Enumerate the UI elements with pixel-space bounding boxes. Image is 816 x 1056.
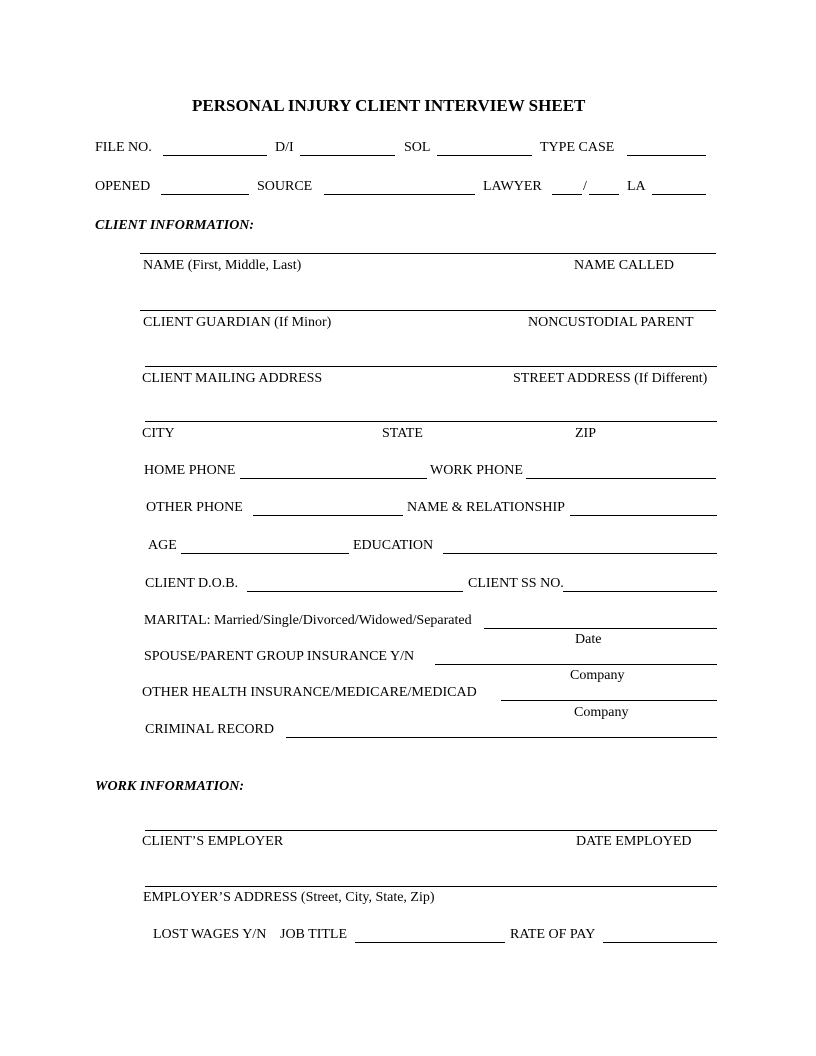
file-no-field[interactable]	[163, 155, 267, 156]
employer-label: CLIENT’S EMPLOYER	[142, 834, 284, 849]
spouse-insurance-label: SPOUSE/PARENT GROUP INSURANCE Y/N	[144, 649, 415, 664]
dob-field[interactable]	[247, 591, 463, 592]
name-field[interactable]	[140, 253, 716, 254]
di-field[interactable]	[300, 155, 395, 156]
source-label: SOURCE	[257, 179, 313, 194]
date-employed-label: DATE EMPLOYED	[576, 834, 692, 849]
work-phone-field[interactable]	[526, 478, 716, 479]
lawyer-slash: /	[583, 179, 587, 194]
work-info-heading: WORK INFORMATION:	[95, 779, 244, 794]
mailing-address-label: CLIENT MAILING ADDRESS	[142, 371, 323, 386]
city-state-zip-field[interactable]	[145, 421, 717, 422]
marital-field[interactable]	[484, 628, 717, 629]
spouse-company-label: Company	[570, 668, 625, 683]
spouse-insurance-field[interactable]	[435, 664, 717, 665]
la-field[interactable]	[652, 194, 706, 195]
zip-label: ZIP	[575, 426, 596, 441]
work-phone-label: WORK PHONE	[430, 463, 523, 478]
street-address-label: STREET ADDRESS (If Different)	[513, 371, 708, 386]
age-field[interactable]	[181, 553, 349, 554]
name-called-label: NAME CALLED	[574, 258, 674, 273]
rate-of-pay-label: RATE OF PAY	[510, 927, 596, 942]
la-label: LA	[627, 179, 646, 194]
di-label: D/I	[275, 140, 294, 155]
marital-label: MARITAL: Married/Single/Divorced/Widowed/Separated	[144, 613, 472, 628]
lawyer-field-2[interactable]	[589, 194, 619, 195]
client-info-heading: CLIENT INFORMATION:	[95, 218, 255, 233]
sol-field[interactable]	[437, 155, 532, 156]
other-phone-field[interactable]	[253, 515, 403, 516]
job-title-label: JOB TITLE	[280, 927, 348, 942]
guardian-label: CLIENT GUARDIAN (If Minor)	[143, 315, 332, 330]
job-title-field[interactable]	[355, 942, 505, 943]
employer-address-label: EMPLOYER’S ADDRESS (Street, City, State, Zip)	[143, 890, 435, 905]
other-insurance-label: OTHER HEALTH INSURANCE/MEDICARE/MEDICAD	[142, 685, 477, 700]
opened-label: OPENED	[95, 179, 151, 194]
lost-wages-label: LOST WAGES Y/N	[153, 927, 267, 942]
criminal-record-field[interactable]	[286, 737, 717, 738]
other-phone-label: OTHER PHONE	[146, 500, 243, 515]
dob-label: CLIENT D.O.B.	[145, 576, 239, 591]
employer-field[interactable]	[145, 830, 717, 831]
criminal-record-label: CRIMINAL RECORD	[145, 722, 274, 737]
city-label: CITY	[142, 426, 175, 441]
education-label: EDUCATION	[353, 538, 434, 553]
noncustodial-label: NONCUSTODIAL PARENT	[528, 315, 694, 330]
name-relationship-field[interactable]	[570, 515, 717, 516]
other-company-label: Company	[574, 705, 629, 720]
sol-label: SOL	[404, 140, 431, 155]
name-label: NAME (First, Middle, Last)	[143, 258, 302, 273]
employer-address-field[interactable]	[145, 886, 717, 887]
guardian-field[interactable]	[140, 310, 716, 311]
file-no-label: FILE NO.	[95, 140, 152, 155]
type-case-label: TYPE CASE	[540, 140, 615, 155]
other-insurance-field[interactable]	[501, 700, 717, 701]
education-field[interactable]	[443, 553, 717, 554]
type-case-field[interactable]	[627, 155, 706, 156]
ssn-label: CLIENT SS NO.	[468, 576, 564, 591]
marital-date-label: Date	[575, 632, 602, 647]
source-field[interactable]	[324, 194, 475, 195]
page-title: PERSONAL INJURY CLIENT INTERVIEW SHEET	[192, 96, 586, 115]
home-phone-label: HOME PHONE	[144, 463, 236, 478]
ssn-field[interactable]	[563, 591, 717, 592]
name-relationship-label: NAME & RELATIONSHIP	[407, 500, 565, 515]
home-phone-field[interactable]	[240, 478, 427, 479]
lawyer-label: LAWYER	[483, 179, 542, 194]
age-label: AGE	[148, 538, 177, 553]
mailing-address-field[interactable]	[145, 366, 717, 367]
opened-field[interactable]	[161, 194, 249, 195]
lawyer-field-1[interactable]	[552, 194, 582, 195]
state-label: STATE	[382, 426, 423, 441]
rate-of-pay-field[interactable]	[603, 942, 717, 943]
